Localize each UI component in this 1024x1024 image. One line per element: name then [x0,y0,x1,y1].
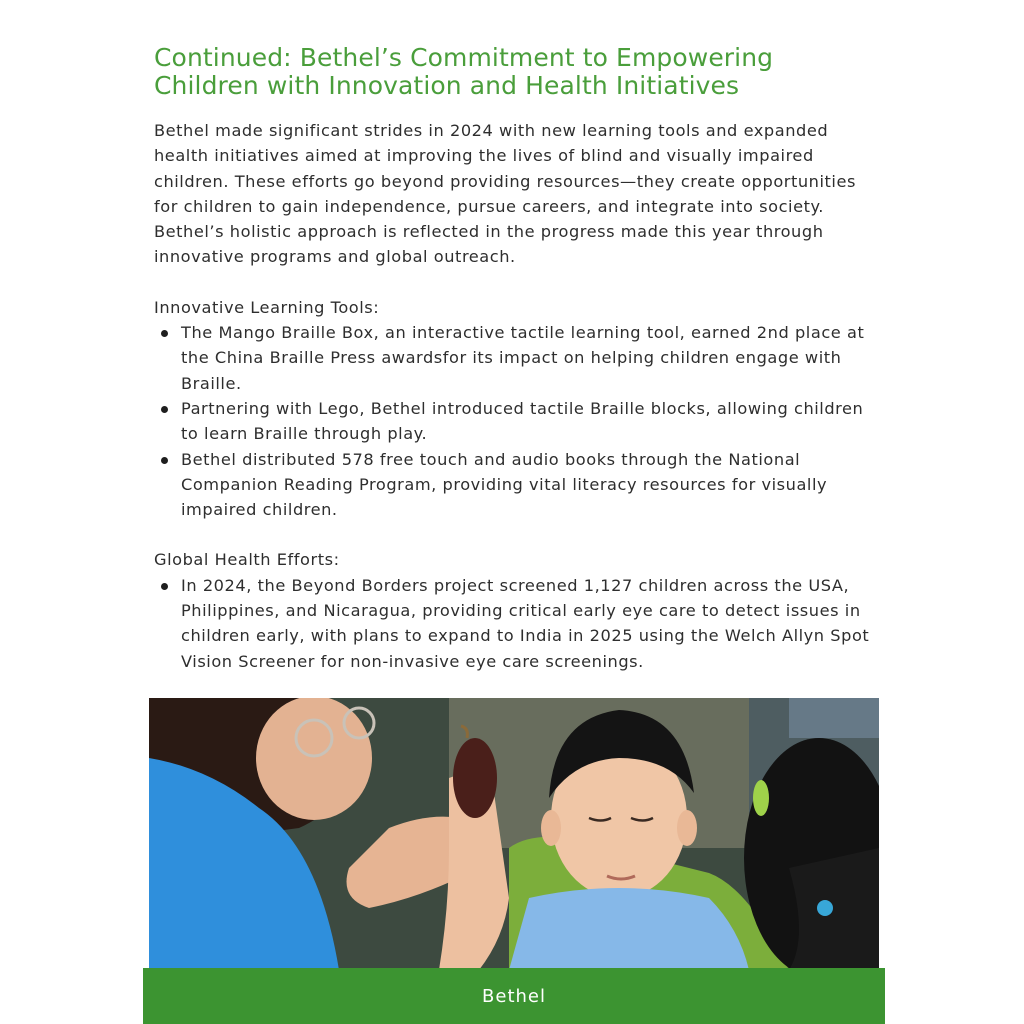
page-title [154,44,874,100]
learning-tools-heading: Innovative Learning Tools: [154,297,380,317]
intro-paragraph: Bethel made significant strides in 2024 with new learning tools and expanded health initiatives aimed at improving the lives of blind and visually impaired children. These efforts go beyond providing resources—they create opportunities for children to gain independence, pursue careers, and integrate into society. Bethel’s holistic approach is reflected in the progress made this year through innovative programs and global outreach. [154,121,856,267]
photo-illustration [149,698,879,970]
list-item: In 2024, the Beyond Borders project screened 1,127 children across the USA, Philippines, and Nicaragua, providing critical early eye care to detect issues in children early, with plans to expand to India in 2025 using the Welch Allyn Spot Vision Screener for non-invasive eye care screenings. [181,573,874,674]
list-item: Partnering with Lego, Bethel introduced tactile Braille blocks, allowing children to learn Braille through play. [181,396,874,447]
health-efforts-heading: Global Health Efforts: [154,550,340,570]
list-item: Bethel distributed 578 free touch and audio books through the National Companion Reading Program, providing vital literacy resources for visually impaired children. [181,447,874,523]
footer-bar [143,968,885,1024]
section-spacer [154,522,874,547]
learning-tools-list [154,320,874,522]
health-efforts-list [154,573,874,674]
page-title-line-1: Continued: Bethel’s Commitment to Empowering [154,43,774,72]
article-body [154,118,874,674]
list-item: The Mango Braille Box, an interactive tactile learning tool, earned 2nd place at the China Braille Press awardsfor its impact on helping children engage with Braille. [181,320,874,396]
page-title-line-2: Children with Innovation and Health Initiatives [154,71,740,100]
footer-label: Bethel [482,985,546,1007]
children-photo [149,698,879,970]
